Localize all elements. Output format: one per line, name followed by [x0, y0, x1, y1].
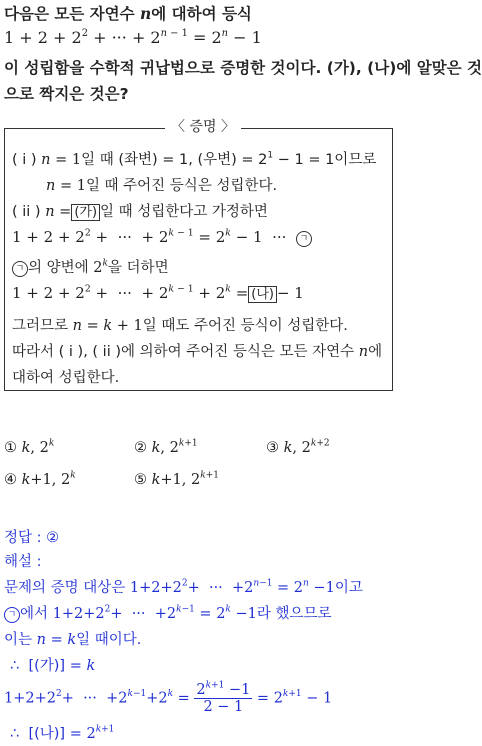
proof-add-line: ㄱ 의 양변에 2$^k$을 더하면: [12, 256, 169, 277]
choice-3[interactable]: ③ k, $2^{k+2}$: [266, 438, 330, 456]
solution-answer: 정답 : ②: [4, 530, 60, 546]
proof-eq-assume: $1 + 2 + 2^2$ + ··· + $2^{k - 1} = 2^k - 1$ ··· ㄱ: [12, 228, 312, 247]
proof-conclusion-1: 따라서 ( i ), ( ii )에 의하여 주어진 등식은 모든 자연수 n에: [12, 344, 383, 360]
proof-step-i: ( i ) n = 1일 때 (좌변) = 1, (우변) = $2^1 - 1 = 1$이므로: [12, 150, 377, 168]
choice-4[interactable]: ④ k+1, 2$^k$: [4, 470, 76, 488]
blank-na: (나): [248, 286, 277, 303]
question-line-3: 이 성립함을 수학적 귀납법으로 증명한 것이다. (가), (나)에 알맞은 것: [4, 59, 482, 77]
solution-line-3: 이는 n = k일 때이다.: [4, 632, 142, 648]
proof-eq-add: $1 + 2 + 2^2$ + ··· + $2^{k - 1} + 2^k$ = (나) − 1: [12, 283, 304, 302]
choice-2[interactable]: ② k, $2^{k+1}$: [134, 438, 198, 456]
solution-sum-eq: $1+2+2^2+$ ··· $+2^{k-1}+2^k$ = $\frac{2^{k+1} -1}{2 - 1}$ = $2^{k+1} - 1$: [4, 680, 333, 715]
solution-explain-label: 해설 :: [4, 554, 42, 570]
choice-1[interactable]: ① k, 2$^k$: [4, 438, 55, 456]
solution-line-1: 문제의 증명 대상은 $1+2+2^2+$ ··· $+2^{n-1} = 2^n -1$이고: [4, 578, 363, 596]
blank-ga: (가): [71, 204, 100, 221]
solution-fraction: $\frac{2^{k+1} -1}{2 - 1}$: [196, 680, 251, 715]
solution-line-2: ㄱ 에서 $1+2+2^2+$ ··· $+2^{k-1} = 2^k -1$라 했으므로: [4, 602, 332, 623]
proof-step-ii: ( ii ) n = (가) 일 때 성립한다고 가정하면: [12, 204, 268, 220]
solution-na-result: ∴ [(나)] = $2^{k+1}$: [10, 724, 115, 742]
choice-5[interactable]: ⑤ k+1, $2^{k+1}$: [134, 470, 219, 488]
question-equation: $1 + 2 + 2^2$ + ··· + $2^{n - 1} = 2^n - 1$: [4, 27, 262, 47]
proof-step-i-b: n = 1일 때 주어진 등식은 성립한다.: [46, 178, 278, 194]
question-line-4: 으로 짝지은 것은?: [4, 85, 129, 103]
proof-conclusion-2: 대하여 성립한다.: [12, 370, 120, 386]
solution-ga-result: ∴ [(가)] = k: [10, 658, 96, 674]
proof-therefore: 그러므로 n = k + 1일 때도 주어진 등식이 성립한다.: [12, 318, 348, 334]
proof-title: 〈 증명 〉: [165, 116, 241, 136]
question-line-1: 다음은 모든 자연수 n에 대하여 등식: [4, 4, 252, 23]
